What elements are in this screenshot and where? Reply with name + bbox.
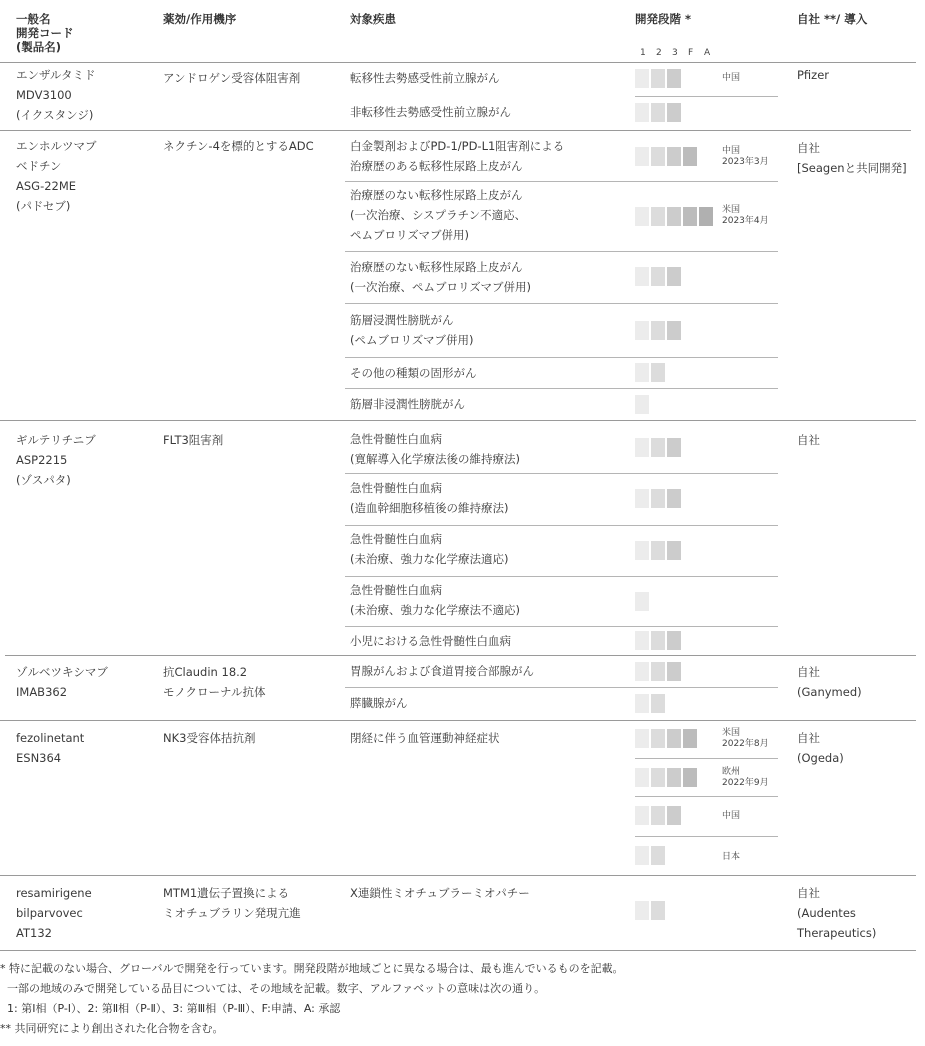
row-divider — [0, 420, 916, 421]
drug-name: ギルテリチニブ ASP2215 (ゾスパタ) — [16, 433, 96, 487]
indication-text: 白金製剤およびPD-1/PD-L1阻害剤による 治療歴のある転移性尿路上皮がん — [350, 139, 565, 173]
stage-square-3 — [667, 321, 681, 340]
row-divider — [0, 62, 916, 63]
row-divider — [0, 875, 916, 876]
stage-label-3: 3 — [672, 48, 678, 58]
stage-square-1 — [635, 147, 649, 166]
indication-text: 治療歴のない転移性尿路上皮がん (一次治療、ペムブロリズマブ併用) — [350, 260, 532, 294]
indication-text: 筋層浸潤性膀胱がん (ペムブロリズマブ併用) — [350, 313, 474, 347]
stage-square-2 — [651, 103, 665, 122]
drug-moa: FLT3阻害剤 — [163, 433, 224, 447]
indication-text: 急性骨髄性白血病 (未治療、強力な化学療法不適応) — [350, 583, 520, 617]
stage-label-a: A — [704, 48, 711, 58]
sub-divider — [345, 473, 778, 474]
stage-square-2 — [651, 631, 665, 650]
footnote: * 特に記載のない場合、グローバルで開発を行っています。開発段階が地域ごとに異なる場合は、最も進んでいるものを記載。 — [0, 962, 624, 975]
drug-moa: アンドロゲン受容体阻害剤 — [163, 71, 301, 85]
header-name: 一般名 開発コード (製品名) — [16, 12, 74, 54]
footnote: 1: 第Ⅰ相（P-Ⅰ）、2: 第Ⅱ相（P-Ⅱ）、3: 第Ⅲ相（P-Ⅲ）、F:申請、A: 承認 — [0, 1002, 341, 1015]
indication-text: 急性骨髄性白血病 (未治療、強力な化学療法適応) — [350, 532, 509, 566]
sub-divider — [345, 525, 778, 526]
stage-square-2 — [651, 729, 665, 748]
stage-square-2 — [651, 489, 665, 508]
stage-square-1 — [635, 729, 649, 748]
indication-text: 転移性去勢感受性前立腺がん — [350, 71, 500, 85]
stage-square-1 — [635, 806, 649, 825]
stage-square-1 — [635, 489, 649, 508]
stage-square-4 — [683, 729, 697, 748]
stage-square-1 — [635, 541, 649, 560]
sub-divider — [345, 357, 778, 358]
sub-divider — [345, 687, 778, 688]
drug-partner: 自社 [Seagenと共同開発] — [797, 141, 907, 175]
stage-square-1 — [635, 768, 649, 787]
drug-moa: MTM1遺伝子置換による ミオチュブラリン発現亢進 — [163, 886, 301, 920]
stage-square-4 — [683, 768, 697, 787]
stage-square-1 — [635, 438, 649, 457]
stage-label-2: 2 — [656, 48, 662, 58]
sub-divider — [635, 96, 778, 97]
drug-partner: 自社 (Audentes Therapeutics) — [797, 886, 877, 940]
sub-divider — [635, 836, 778, 837]
drug-name: fezolinetant ESN364 — [16, 731, 85, 765]
stage-square-1 — [635, 363, 649, 382]
stage-square-2 — [651, 363, 665, 382]
stage-square-2 — [651, 541, 665, 560]
stage-square-3 — [667, 806, 681, 825]
stage-square-2 — [651, 207, 665, 226]
indication-text: 治療歴のない転移性尿路上皮がん (一次治療、シスプラチン不適応、 ペムブロリズマブ併用) — [350, 188, 527, 242]
stage-square-1 — [635, 267, 649, 286]
region-note: 米国 2022年8月 — [722, 728, 769, 749]
stage-square-4 — [683, 147, 697, 166]
header-indication: 対象疾患 — [350, 12, 396, 26]
stage-square-1 — [635, 846, 649, 865]
stage-square-1 — [635, 631, 649, 650]
stage-square-2 — [651, 694, 665, 713]
drug-moa: ネクチン-4を標的とするADC — [163, 139, 314, 153]
sub-divider — [635, 796, 778, 797]
stage-square-3 — [667, 207, 681, 226]
header-moa: 薬効/作用機序 — [163, 12, 237, 26]
footnote: ** 共同研究により創出された化合物を含む。 — [0, 1022, 224, 1035]
stage-square-3 — [667, 729, 681, 748]
stage-square-1 — [635, 69, 649, 88]
stage-square-2 — [651, 69, 665, 88]
indication-text: 膵臓腺がん — [350, 696, 408, 710]
region-note: 欧州 2022年9月 — [722, 767, 769, 788]
row-divider — [5, 655, 916, 656]
stage-square-2 — [651, 147, 665, 166]
region-note: 中国 — [722, 73, 741, 83]
stage-square-2 — [651, 662, 665, 681]
indication-text: 閉経に伴う血管運動神経症状 — [350, 731, 500, 745]
drug-partner: 自社 (Ganymed) — [797, 665, 862, 699]
stage-square-1 — [635, 207, 649, 226]
stage-square-2 — [651, 846, 665, 865]
sub-divider — [345, 388, 778, 389]
indication-text: その他の種類の固形がん — [350, 366, 477, 380]
sub-divider — [345, 251, 778, 252]
indication-text: 非転移性去勢感受性前立腺がん — [350, 105, 511, 119]
stage-square-3 — [667, 438, 681, 457]
indication-text: 小児における急性骨髄性白血病 — [350, 634, 511, 648]
stage-square-3 — [667, 541, 681, 560]
stage-square-2 — [651, 321, 665, 340]
region-note: 米国 2023年4月 — [722, 205, 769, 226]
stage-square-3 — [667, 662, 681, 681]
row-divider — [0, 950, 916, 951]
stage-square-3 — [667, 69, 681, 88]
indication-text: 胃腺がんおよび食道胃接合部腺がん — [350, 664, 534, 678]
stage-square-4 — [683, 207, 697, 226]
drug-moa: NK3受容体拮抗剤 — [163, 731, 256, 745]
row-divider — [0, 130, 911, 131]
stage-square-1 — [635, 694, 649, 713]
indication-text: 筋層非浸潤性膀胱がん — [350, 397, 465, 411]
stage-square-1 — [635, 592, 649, 611]
drug-partner: 自社 — [797, 433, 820, 447]
stage-square-2 — [651, 901, 665, 920]
drug-partner: 自社 (Ogeda) — [797, 731, 844, 765]
drug-name: ゾルベツキシマブ IMAB362 — [16, 665, 108, 699]
drug-moa: 抗Claudin 18.2 モノクローナル抗体 — [163, 665, 266, 699]
stage-square-3 — [667, 489, 681, 508]
stage-square-1 — [635, 662, 649, 681]
region-note: 中国 — [722, 811, 741, 821]
stage-square-3 — [667, 768, 681, 787]
stage-square-3 — [667, 103, 681, 122]
sub-divider — [345, 181, 778, 182]
sub-divider — [635, 758, 778, 759]
drug-name: エンホルツマブ ベドチン ASG-22ME (パドセブ) — [16, 139, 97, 213]
region-note: 中国 2023年3月 — [722, 146, 769, 167]
stage-square-5 — [699, 207, 713, 226]
region-note: 日本 — [722, 852, 741, 862]
drug-partner: Pfizer — [797, 68, 830, 82]
header-partner: 自社 **/ 導入 — [797, 12, 868, 26]
header-stage: 開発段階 * — [635, 12, 692, 26]
drug-name: resamirigene bilparvovec AT132 — [16, 886, 92, 940]
indication-text: X連鎖性ミオチュブラーミオパチー — [350, 886, 530, 900]
stage-square-1 — [635, 321, 649, 340]
sub-divider — [345, 303, 778, 304]
stage-square-2 — [651, 806, 665, 825]
stage-square-1 — [635, 395, 649, 414]
sub-divider — [345, 576, 778, 577]
sub-divider — [345, 626, 778, 627]
footnote: 一部の地域のみで開発している品目については、その地域を記載。数字、アルファベットの意味は次の通り。 — [0, 982, 546, 995]
stage-square-1 — [635, 901, 649, 920]
stage-square-3 — [667, 267, 681, 286]
stage-square-2 — [651, 438, 665, 457]
drug-name: エンザルタミド MDV3100 (イクスタンジ) — [16, 68, 96, 122]
stage-label-1: 1 — [640, 48, 646, 58]
stage-square-1 — [635, 103, 649, 122]
indication-text: 急性骨髄性白血病 (寛解導入化学療法後の維持療法) — [350, 432, 520, 466]
stage-square-3 — [667, 631, 681, 650]
stage-square-2 — [651, 267, 665, 286]
row-divider — [0, 720, 916, 721]
indication-text: 急性骨髄性白血病 (造血幹細胞移植後の維持療法) — [350, 481, 509, 515]
stage-square-2 — [651, 768, 665, 787]
stage-label-f: F — [688, 48, 694, 58]
stage-square-3 — [667, 147, 681, 166]
